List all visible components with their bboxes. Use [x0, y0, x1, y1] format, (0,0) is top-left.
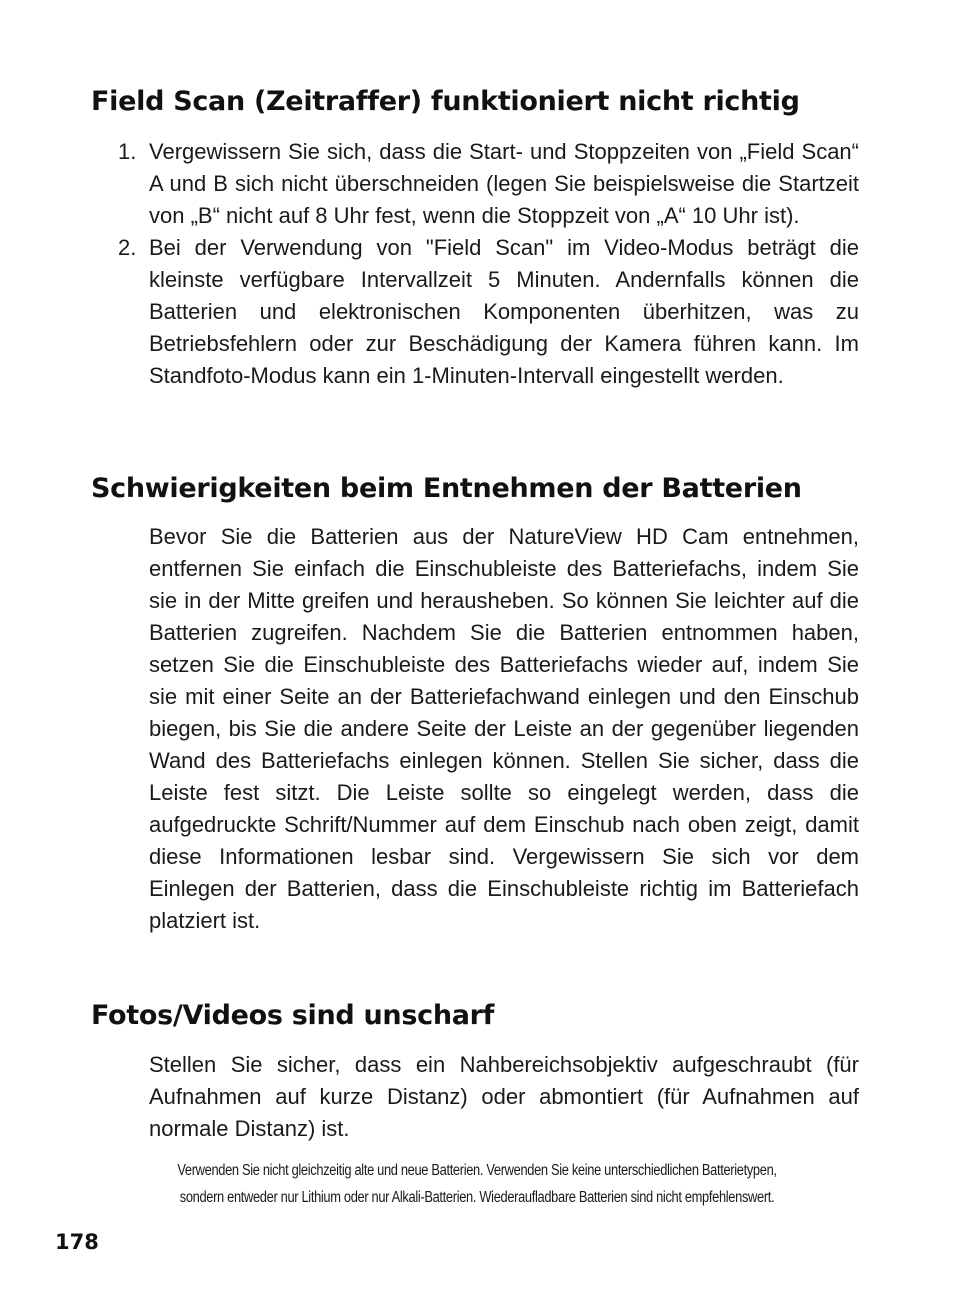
- footnote-line-2: sondern entweder nur Lithium oder nur Alkali-Batterien. Wiederaufladbare Batterien sind nicht empfehlenswert.: [179, 1189, 775, 1206]
- field-scan-troubleshooting-list: [118, 136, 859, 392]
- list-item-number: 2.: [118, 235, 137, 260]
- list-item-text: Bei der Verwendung von "Field Scan" im Video-Modus beträgt die kleinste verfügbare Intervallzeit 5 Minuten. Andernfalls können die Batterien und elektronischen Komponenten überhitzen, was zu Betriebsfehlern oder zur Beschädigung der Kamera führen kann. Im Standfoto-Modus kann ein 1-Minuten-Intervall eingestellt werden.: [149, 235, 859, 388]
- list-item: [118, 136, 859, 232]
- section-heading-battery-removal: Schwierigkeiten beim Entnehmen der Batterien: [91, 473, 802, 504]
- footnote-line-1: Verwenden Sie nicht gleichzeitig alte und neue Batterien. Verwenden Sie keine unterschiedlichen Batterietypen,: [177, 1162, 777, 1179]
- list-item: [118, 232, 859, 392]
- section-heading-field-scan: Field Scan (Zeitraffer) funktioniert nicht richtig: [91, 86, 800, 117]
- section-heading-blurry-photos: Fotos/Videos sind unscharf: [91, 1000, 495, 1031]
- blurry-photos-paragraph: Stellen Sie sicher, dass ein Nahbereichsobjektiv aufgeschraubt (für Aufnahmen auf kurze Distanz) oder abmontiert (für Aufnahmen auf normale Distanz) ist.: [149, 1052, 859, 1141]
- list-item-text: Vergewissern Sie sich, dass die Start- und Stoppzeiten von „Field Scan“ A und B sich nicht überschneiden (legen Sie beispielsweise die Startzeit von „B“ nicht auf 8 Uhr fest, wenn die Stoppzeit von „A“ 10 Uhr ist).: [149, 139, 859, 228]
- battery-removal-paragraph: Bevor Sie die Batterien aus der NatureView HD Cam entnehmen, entfernen Sie einfach die Einschubleiste des Batteriefachs, indem Sie sie in der Mitte greifen und herausheben. So können Sie leichter auf die Batterien zugreifen. Nachdem Sie die Batterien entnommen haben, setzen Sie die Einschubleiste des Batteriefachs wieder auf, indem Sie sie mit einer Seite an der Batteriefachwand einlegen und den Einschub biegen, bis Sie die andere Seite der Leiste an der gegenüber liegenden Wand des Batteriefachs einlegen können. Stellen Sie sicher, dass die Leiste fest sitzt. Die Leiste sollte so eingelegt werden, dass die aufgedruckte Schrift/Nummer auf dem Einschub nach oben zeigt, damit diese Informationen lesbar sind. Vergewissern Sie sich vor dem Einlegen der Batterien, dass die Einschubleiste richtig im Batteriefach platziert ist.: [149, 524, 859, 933]
- page-number: 178: [55, 1230, 99, 1254]
- list-item-number: 1.: [118, 139, 137, 164]
- battery-warning-footnote: [152, 1157, 803, 1211]
